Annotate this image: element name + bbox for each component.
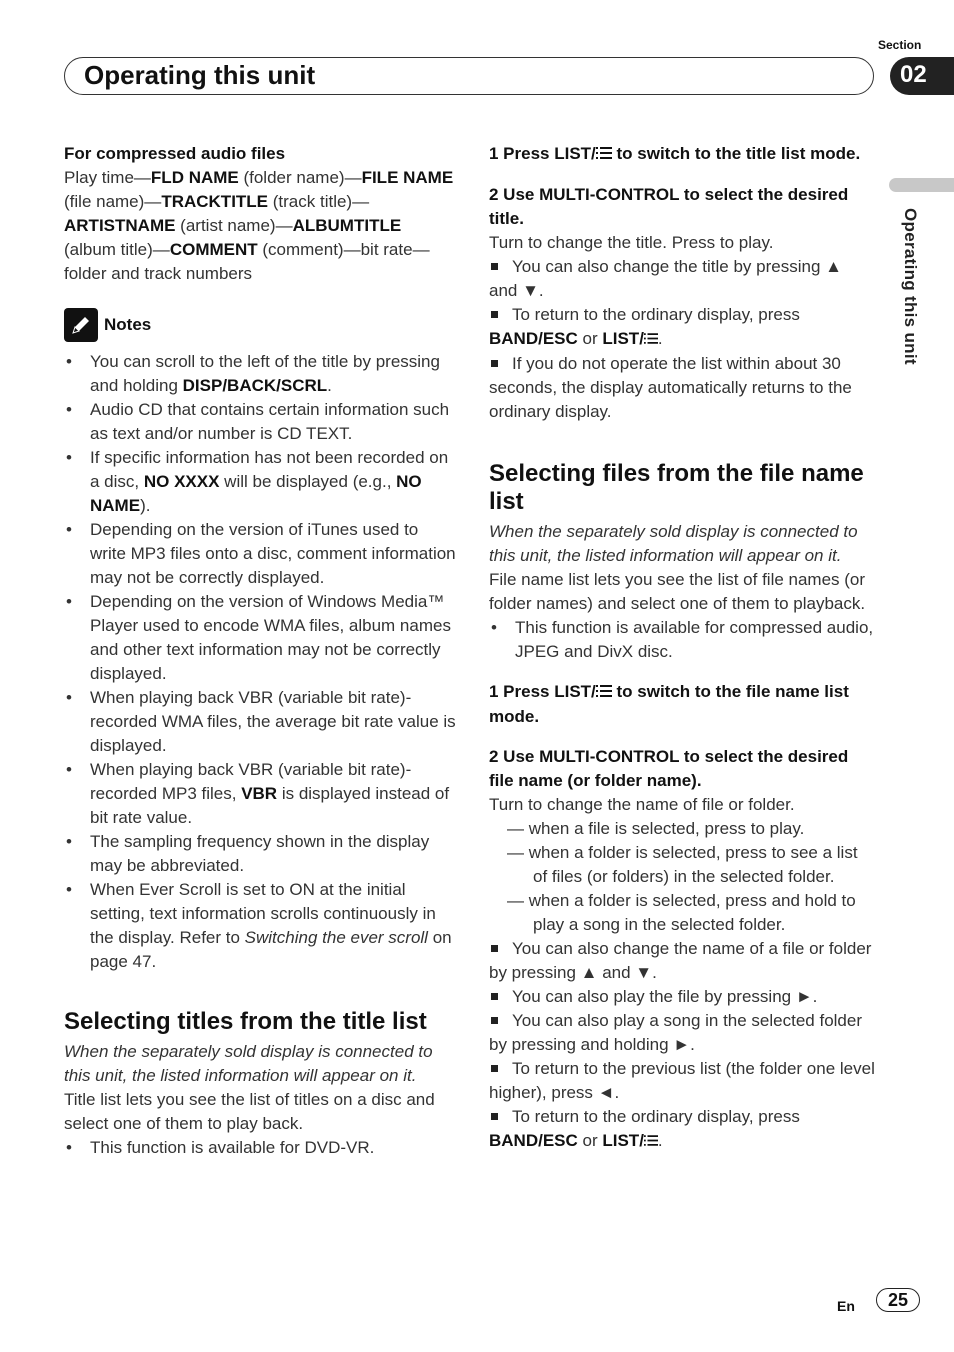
step-2-title: 2 Use MULTI-CONTROL to select the desired title.: [489, 185, 849, 228]
square-bullet-icon: [491, 360, 498, 367]
list-item: • The sampling frequency shown in the display may be abbreviated.: [64, 830, 456, 878]
seq-text: (folder name)—: [238, 168, 362, 187]
list-icon: [644, 328, 658, 352]
step-1-file-list: [489, 680, 875, 729]
file-list-italic: When the separately sold display is connected to this unit, the listed information will appear on it.: [489, 522, 858, 565]
square-bullet-icon: [491, 1113, 498, 1120]
item-text: .: [657, 1131, 663, 1150]
list-item: • Depending on the version of Windows Media™ Player used to encode WMA files, album names and other text information may not be correctly displayed.: [64, 590, 456, 686]
compressed-heading: For compressed audio files: [64, 144, 286, 163]
list-icon: [596, 143, 612, 167]
note-text: When playing back VBR (variable bit rate)-recorded MP3 files,: [90, 760, 412, 803]
step-text: 1 Press LIST/: [489, 682, 596, 701]
display-sequence: [64, 166, 456, 286]
file-list-heading: Selecting files from the file name list: [489, 460, 864, 515]
square-bullet-item: [489, 1057, 875, 1105]
note-key: NO NAME: [90, 472, 422, 515]
note-key: NO XXXX: [143, 472, 220, 491]
step-text: to switch to the file name list mode.: [489, 682, 849, 726]
notes-list: [64, 350, 456, 974]
seq-text: (file name)—: [64, 192, 162, 211]
item-key: BAND/ESC: [489, 1131, 578, 1150]
section-label: Section: [878, 38, 922, 52]
list-item: • Audio CD that contains certain information such as text and/or number is CD TEXT.: [64, 398, 456, 446]
item-text: You can also play a song in the selected folder by pressing and holding ►.: [489, 1011, 863, 1054]
seq-key: FILE NAME: [361, 168, 454, 187]
note-text: on page 47.: [90, 928, 452, 971]
seq-text: Play time—: [64, 168, 151, 187]
note-reference: Switching the ever scroll: [244, 928, 428, 947]
square-bullet-icon: [491, 1017, 498, 1024]
step-text: 1 Press LIST/: [489, 144, 596, 163]
list-item: [64, 446, 456, 518]
section-number-badge: 02: [890, 57, 954, 95]
note-text: ).: [140, 496, 151, 515]
file-list-bullet: • This function is available for compressed audio, JPEG and DivX disc.: [489, 616, 875, 664]
right-column: [489, 142, 875, 1154]
square-bullet-icon: [491, 993, 498, 1000]
item-text: To return to the ordinary display, press: [512, 1107, 800, 1126]
page-number: 25: [876, 1288, 920, 1312]
step-1-title-list: [489, 142, 875, 167]
list-item: [64, 350, 456, 398]
seq-text: (comment)—bit rate—folder and track numbers: [64, 240, 430, 283]
item-text: To return to the ordinary display, press: [512, 305, 800, 324]
square-bullet-item: [489, 985, 875, 1009]
list-icon: [596, 681, 612, 705]
dash-item: — when a folder is selected, press and hold to play a song in the selected folder.: [507, 891, 856, 934]
square-bullet-item: [489, 303, 875, 352]
item-text: If you do not operate the list within about 30 seconds, the display automatically returns to the ordinary display.: [489, 354, 852, 421]
item-key: LIST/: [602, 329, 644, 348]
list-item: [64, 758, 456, 830]
item-text: .: [657, 329, 663, 348]
note-text: .: [327, 376, 332, 395]
step-2-file-body: Turn to change the name of file or folder.: [489, 795, 795, 814]
seq-key: COMMENT: [169, 240, 258, 259]
note-text: If specific information has not been recorded on a disc,: [90, 448, 449, 491]
left-column: [64, 142, 456, 1160]
list-item: [64, 878, 456, 974]
seq-key: TRACKTITLE: [161, 192, 269, 211]
note-text: will be displayed (e.g.,: [219, 472, 397, 491]
square-bullet-item: [489, 352, 875, 424]
item-key: LIST/: [602, 1131, 644, 1150]
step-2-file-name: 2 Use MULTI-CONTROL to select the desired file name (or folder name).: [489, 747, 849, 790]
seq-text: (track title)—: [268, 192, 370, 211]
pencil-note-icon: [64, 308, 98, 342]
seq-key: ALBUMTITLE: [292, 216, 402, 235]
step-text: to switch to the title list mode.: [611, 144, 861, 163]
file-list-body: File name list lets you see the list of file names (or folder names) and select one of them to playback.: [489, 570, 866, 613]
square-bullet-icon: [491, 263, 498, 270]
title-list-body: Title list lets you see the list of titles on a disc and select one of them to play back.: [64, 1090, 435, 1133]
seq-key: FLD NAME: [150, 168, 239, 187]
notes-header: [64, 308, 456, 342]
list-item: • Depending on the version of iTunes used to write MP3 files onto a disc, comment information may not be correctly displayed.: [64, 518, 456, 590]
square-bullet-icon: [491, 945, 498, 952]
note-text: is displayed instead of bit rate value.: [90, 784, 450, 827]
seq-key: ARTISTNAME: [64, 216, 176, 235]
side-tab: [889, 178, 954, 192]
note-key: VBR: [241, 784, 278, 803]
notes-title: Notes: [104, 315, 152, 334]
square-bullet-icon: [491, 311, 498, 318]
page-title: Operating this unit: [84, 60, 316, 90]
seq-text: (album title)—: [64, 240, 170, 259]
item-text: You can also change the name of a file or folder by pressing ▲ and ▼.: [489, 939, 872, 982]
language-label: En: [837, 1298, 855, 1314]
list-icon: [644, 1130, 658, 1154]
square-bullet-item: [489, 1009, 875, 1057]
item-text: To return to the previous list (the folder one level higher), press ◄.: [489, 1059, 875, 1102]
item-text: or: [577, 1131, 603, 1150]
dash-item: — when a folder is selected, press to see a list of files (or folders) in the selected folder.: [507, 843, 858, 886]
square-bullet-item: [489, 1105, 875, 1154]
title-list-italic: When the separately sold display is connected to this unit, the listed information will appear on it.: [64, 1042, 433, 1085]
seq-text: (artist name)—: [175, 216, 293, 235]
square-bullet-icon: [491, 1065, 498, 1072]
square-bullet-item: [489, 255, 875, 303]
dash-item: — when a file is selected, press to play.: [507, 819, 805, 838]
item-text: You can also play the file by pressing ►.: [512, 987, 818, 1006]
note-key: DISP/BACK/SCRL: [182, 376, 328, 395]
square-bullet-item: [489, 937, 875, 985]
item-key: BAND/ESC: [489, 329, 578, 348]
note-text: When Ever Scroll is set to ON at the initial setting, text information scrolls continuously in the display. Refer to: [90, 880, 436, 947]
title-list-bullet: • This function is available for DVD-VR.: [64, 1136, 456, 1160]
title-list-heading: Selecting titles from the title list: [64, 1008, 427, 1035]
list-item: • When playing back VBR (variable bit rate)-recorded WMA files, the average bit rate value is displayed.: [64, 686, 456, 758]
item-text: You can also change the title by pressing ▲ and ▼.: [489, 257, 842, 300]
note-text: You can scroll to the left of the title by pressing and holding: [90, 352, 440, 395]
step-2-body: Turn to change the title. Press to play.: [489, 233, 774, 252]
side-tab-text: Operating this unit: [901, 208, 920, 365]
item-text: or: [577, 329, 603, 348]
